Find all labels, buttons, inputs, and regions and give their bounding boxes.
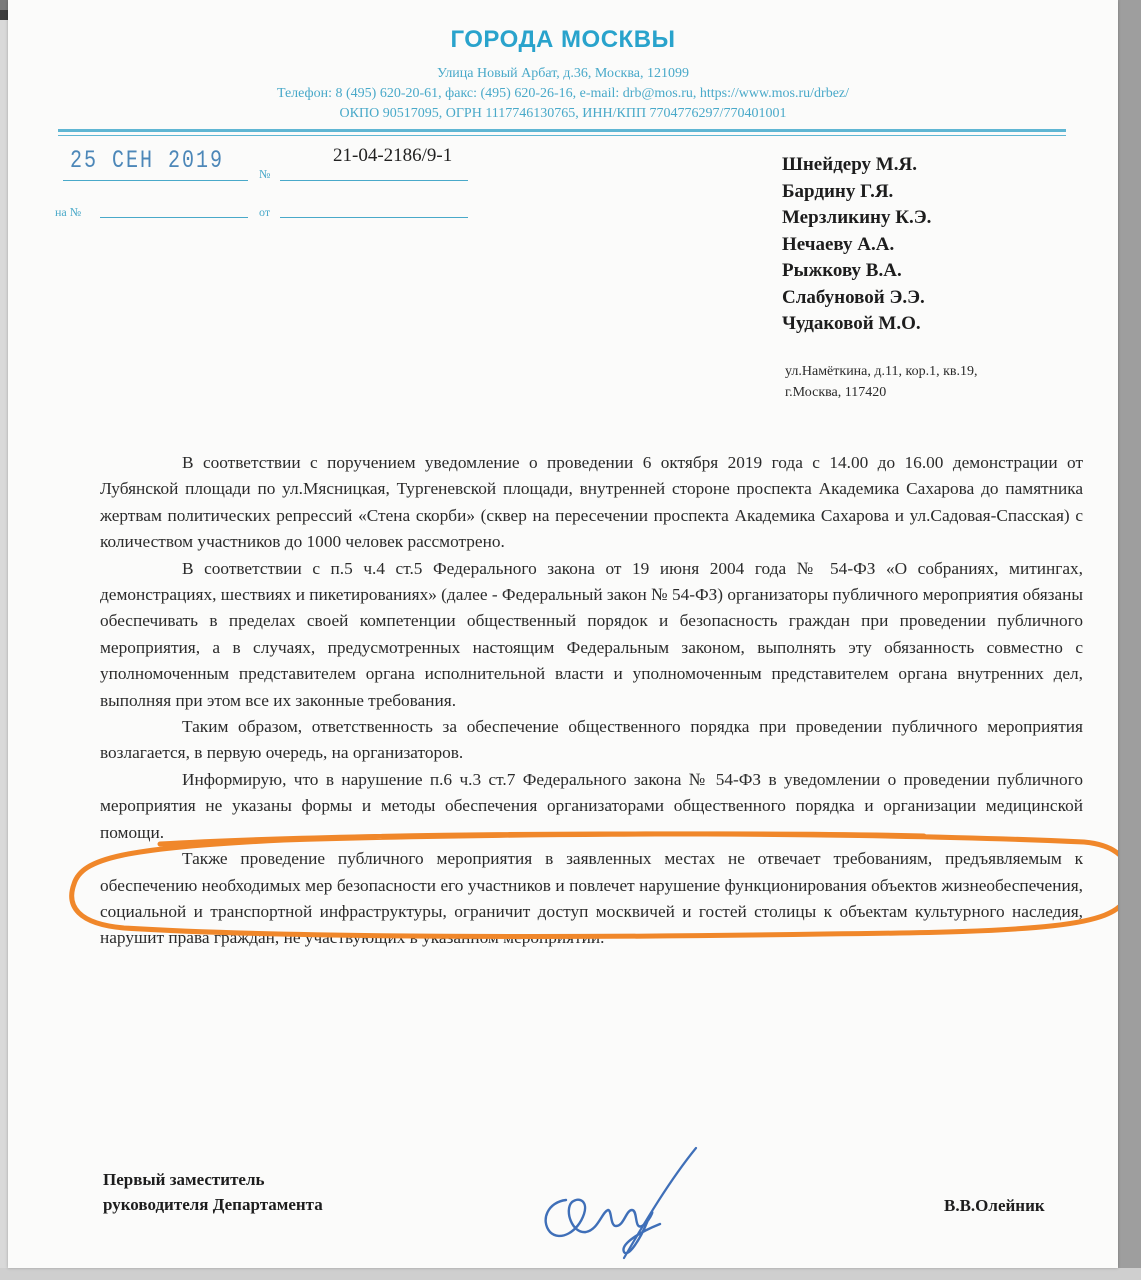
outgoing-number: 21-04-2186/9-1 [333, 145, 453, 166]
date-underline [63, 180, 248, 181]
document-page [8, 0, 1118, 1268]
addressee: Шнейдеру М.Я. [782, 154, 917, 175]
number-label: № [259, 167, 271, 181]
addressee: Слабуновой Э.Э. [782, 286, 925, 308]
registration-date-stamp: 25 СЕН 2019 [70, 147, 225, 176]
addressee: Мерзликину К.Э. [782, 207, 932, 228]
signatory-title-line: руководителя Департамента [103, 1195, 323, 1214]
letterhead-rule-thin [58, 135, 1066, 136]
addressee: Нечаеву А.А. [782, 233, 895, 255]
signature-flourish [624, 1148, 696, 1258]
paragraph: Также проведение публичного мероприятия в заявленных местах не отвечает требованиям, предъявляемым к обеспечению необходимых мер безопасности его участников и повлечет нарушение функционирования объектов жизнеобеспечения, социальной и транспортной инфраструктуры, ограничит доступ москвичей и гостей столицы к объектам культурного наследия, нарушит права граждан, не участвующих в указанном мероприятии. [100, 849, 1083, 948]
signatory-title-line: Первый заместитель [103, 1170, 265, 1189]
letterhead-title: ГОРОДА МОСКВЫ [450, 26, 676, 53]
recipient-address [785, 361, 978, 403]
scan-bottom-edge [0, 1268, 1141, 1280]
paragraph: Таким образом, ответственность за обеспечение общественного порядка при проведении публичного мероприятия возлагается, в первую очередь, на организаторов. [100, 717, 1083, 763]
highlight-oval-stroke [72, 834, 1118, 937]
recipient-city: г.Москва, 117420 [785, 385, 887, 400]
scan-right-edge [1118, 0, 1141, 1280]
letterhead-contacts: Телефон: 8 (495) 620-20-61, факс: (495) 620-26-16, e-mail: drb@mos.ru, https://www.mos.ru/drbez/ [276, 86, 850, 101]
handwritten-signature [528, 1140, 718, 1268]
letterhead-codes: ОКПО 90517095, ОГРН 1117746130765, ИНН/КПП 7704776297/770401001 [339, 106, 787, 121]
number-underline [280, 180, 468, 181]
signatory-title [103, 1167, 323, 1217]
paragraph-highlighted: Информирую, что в нарушение п.6 ч.3 ст.7 Федерального закона № 54-ФЗ в уведомлении о проведении публичного мероприятия не указаны формы и методы обеспечения организаторами общественного порядка и организации медицинской помощи. [100, 769, 1083, 842]
letterhead-rule [58, 129, 1066, 132]
from-label: от [259, 205, 271, 219]
addressee: Чудаковой М.О. [782, 313, 921, 334]
paragraph: В соответствии с п.5 ч.4 ст.5 Федерального закона от 19 июня 2004 года № 54-ФЗ «О собраниях, митингах, демонстрациях, шествиях и пикетированиях» (далее - Федеральный закон № 54-ФЗ) организаторы публичного мероприятия обязаны обеспечивать в пределах своей компетенции общественный порядок и безопасность граждан при проведении публичного мероприятия, а в случаях, предусмотренных настоящим Федеральным законом, выполнять эту обязанность совместно с уполномоченным представителем органа исполнительной власти и уполномоченным представителем органа внутренних дел, выполняя при этом все их законные требования. [100, 558, 1083, 710]
signatory-name: В.В.Олейник [944, 1196, 1045, 1215]
paragraph: В соответствии с поручением уведомление о проведении 6 октября 2019 года с 14.00 до 16.00 демонстрации от Лубянской площади по ул.Мясницкая, Тургеневской площади, внутренней стороне проспекта Академика Сахарова до памятника жертвам политических репрессий «Стена скорби» (сквер на пересечении проспекта Академика Сахарова и ул.Садовая-Спасская) с количеством участников до 1000 человек рассмотрено. [100, 453, 1083, 552]
orange-highlight-oval [64, 828, 1118, 940]
addressee-list [782, 152, 931, 338]
letterhead-address: Улица Новый Арбат, д.36, Москва, 121099 [436, 66, 689, 81]
recipient-street: ул.Намёткина, д.11, кор.1, кв.19, [785, 364, 978, 379]
addressee: Рыжкову В.А. [782, 260, 902, 281]
reference-label: на № [55, 205, 82, 219]
from-underline [280, 217, 468, 218]
addressee: Бардину Г.Я. [782, 180, 894, 202]
reference-underline [100, 217, 248, 218]
